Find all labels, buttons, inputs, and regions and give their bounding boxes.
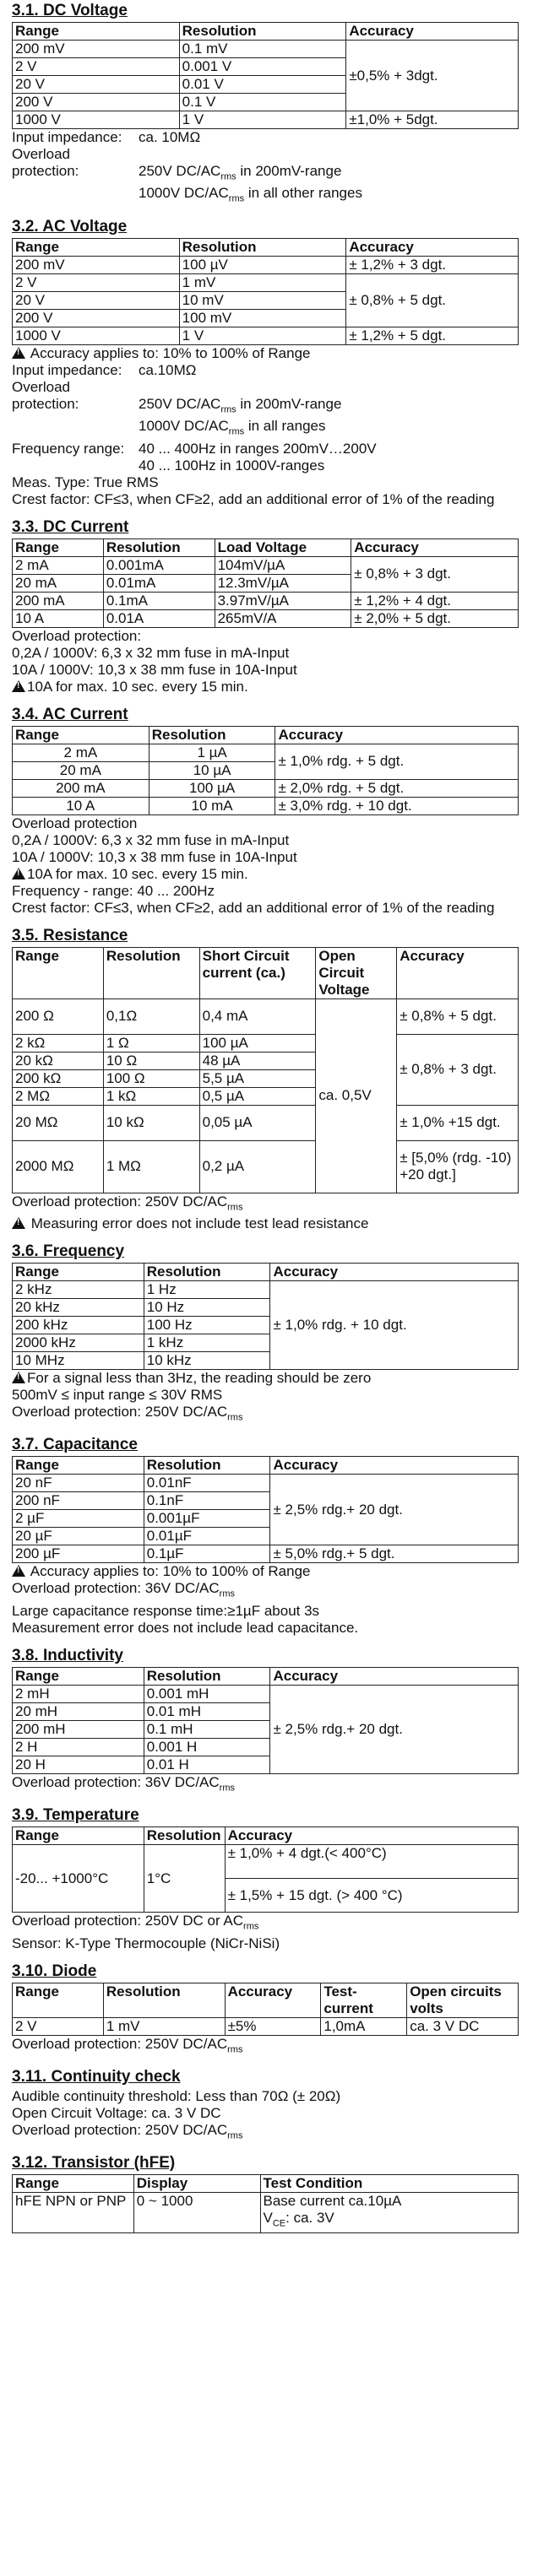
resolution-cell: 10 Ω [103, 1052, 199, 1069]
short-circuit-cell: 0,2 µA [199, 1140, 316, 1193]
accuracy-cell: ±5% [225, 2017, 321, 2035]
resolution-cell: 1 kΩ [103, 1087, 199, 1105]
accuracy-warning: ! Accuracy applies to: 10% to 100% of Range [12, 345, 519, 362]
resolution-cell: 0.01mA [103, 574, 215, 592]
low-signal-warning: !For a signal less than 3Hz, the reading should be zero [12, 1370, 519, 1387]
resolution-cell: 0.01A [103, 609, 215, 627]
test-condition-cell: Base current ca.10µA $V_{CE}$: ca. 3V [260, 2193, 519, 2232]
header-accuracy: Accuracy [346, 238, 519, 256]
section-title-capacitance: 3.7. Capacitance [12, 1436, 138, 1454]
range-cell: 200 mV [13, 256, 180, 273]
resolution-cell: 10 kΩ [103, 1105, 199, 1140]
resolution-cell: 1 mV [179, 273, 346, 291]
duty-warning: !10A for max. 10 sec. every 15 min. [12, 679, 519, 695]
range-cell: 2 µF [13, 1510, 144, 1528]
header-range: Range [13, 947, 104, 998]
dc-current-table [12, 538, 519, 628]
header-resolution: Resolution [179, 238, 346, 256]
header-accuracy: Accuracy [351, 538, 519, 556]
resolution-cell: 10 kHz [144, 1351, 270, 1369]
range-cell: 2000 MΩ [13, 1140, 104, 1193]
range-cell: 200 V [13, 309, 180, 327]
resolution-cell: 10 mV [179, 291, 346, 309]
resolution-cell: 0.01nF [144, 1475, 270, 1492]
accuracy-cell: ± 0,8% + 3 dgt. [397, 1034, 519, 1105]
header-resolution: Resolution [149, 726, 275, 744]
short-circuit-cell: 0,05 µA [199, 1105, 316, 1140]
overload-note: Overload protection: 36V $DC/AC_{rms}$ [12, 1580, 235, 1599]
fuse-note: 0,2A / 1000V: 6,3 x 32 mm fuse in mA-Input [12, 831, 290, 848]
short-circuit-cell: 0,5 µA [199, 1087, 316, 1105]
header-accuracy: Accuracy [397, 947, 519, 998]
range-cell: 20 H [13, 1756, 144, 1773]
accuracy-cell: ± 2,0% rdg. + 5 dgt. [275, 779, 519, 797]
header-range: Range [13, 238, 180, 256]
range-cell: 20 µF [13, 1528, 144, 1545]
header-open-circuit-voltage: Open Circuit Voltage [316, 947, 397, 998]
warning-icon [12, 347, 25, 359]
section-title-temperature: 3.9. Temperature [12, 1806, 139, 1825]
overload-note: Overload protection: 250V $DC/AC_{rms}$ in 200mV-range [12, 378, 342, 415]
resolution-cell: 0.01 H [144, 1756, 270, 1773]
header-resolution: Resolution [144, 1263, 270, 1280]
inductivity-table [12, 1667, 519, 1774]
range-cell: 2 V [13, 273, 180, 291]
load-voltage-cell: 104mV/µA [215, 556, 351, 574]
warning-icon [12, 1372, 25, 1383]
impedance-note: Input impedance: ca. 10MΩ [12, 129, 201, 145]
resolution-cell: 0.001 V [179, 58, 346, 76]
accuracy-cell: ± 2,0% + 5 dgt. [351, 609, 519, 627]
short-circuit-cell: 100 µA [199, 1034, 316, 1052]
range-cell: 200 µF [13, 1545, 144, 1563]
overload-note: Overload protection: 250V $DC/AC_{rms}$ [12, 1403, 243, 1423]
accuracy-cell: ± 0,8% + 5 dgt. [397, 998, 519, 1034]
range-cell: 20 mH [13, 1702, 144, 1720]
transistor-table [12, 2174, 519, 2232]
resolution-cell: 0.1 mH [144, 1720, 270, 1738]
resolution-cell: 0.1 mV [179, 41, 346, 58]
resolution-cell: 0.1nF [144, 1492, 270, 1510]
load-voltage-cell: 265mV/A [215, 609, 351, 627]
warning-icon [12, 680, 25, 692]
range-cell: 200 nF [13, 1492, 144, 1510]
header-display: Display [133, 2175, 260, 2193]
range-cell: 10 A [13, 797, 149, 814]
accuracy-cell: ± 1,2% + 4 dgt. [351, 592, 519, 609]
header-accuracy: Accuracy [225, 1983, 321, 2017]
resistance-table [12, 947, 519, 1193]
fuse-note: 10A / 1000V: 10,3 x 38 mm fuse in 10A-Input [12, 661, 297, 678]
open-circuit-volts-cell: ca. 3 V DC [407, 2017, 519, 2035]
capacitance-table [12, 1456, 519, 1563]
header-resolution: Resolution [103, 947, 199, 998]
spec-document [12, 2, 519, 2233]
warning-icon [12, 868, 25, 879]
resolution-cell: 1 Hz [144, 1280, 270, 1298]
range-cell: 2 V [13, 2017, 104, 2035]
range-cell: 20 V [13, 291, 180, 309]
resolution-cell: 0.001 H [144, 1738, 270, 1756]
section-title-frequency: 3.6. Frequency [12, 1242, 125, 1260]
range-cell: 2 H [13, 1738, 144, 1756]
crest-factor-note: Crest factor: CF≤3, when CF≥2, add an additional error of 1% of the reading [12, 490, 495, 507]
accuracy-cell: ± 2,5% rdg.+ 20 dgt. [270, 1685, 519, 1773]
range-cell: 2000 kHz [13, 1334, 144, 1351]
range-cell: 200 mA [13, 779, 149, 797]
header-range: Range [13, 1983, 104, 2017]
resolution-cell: 0.01µF [144, 1528, 270, 1545]
header-range: Range [13, 538, 104, 556]
accuracy-cell: ± 1,5% + 15 dgt. (> 400 °C) [225, 1879, 518, 1913]
short-circuit-cell: 48 µA [199, 1052, 316, 1069]
accuracy-cell: ±0,5% + 3dgt. [346, 41, 519, 111]
meas-type-note: Meas. Type: True RMS [12, 474, 159, 490]
overload-note: Overload protection: 250V $DC/AC_{rms}$ [12, 2035, 243, 2054]
range-cell: 1000 V [13, 111, 180, 129]
resolution-cell: 0.01 mH [144, 1702, 270, 1720]
overload-note: Overload protection: 36V $DC/AC_{rms}$ [12, 1773, 235, 1794]
range-cell: 200 mV [13, 41, 180, 58]
header-resolution: Resolution [103, 1983, 225, 2017]
resolution-cell: 10 Hz [144, 1298, 270, 1316]
input-range-note: 500mV ≤ input range ≤ 30V RMS [12, 1386, 223, 1403]
resolution-cell: 1 µA [149, 744, 275, 761]
accuracy-cell: ± 1,2% + 5 dgt. [346, 327, 519, 344]
range-cell: 200 kΩ [13, 1069, 104, 1087]
resolution-cell: 1 MΩ [103, 1140, 199, 1193]
short-circuit-cell: 5,5 µA [199, 1069, 316, 1087]
section-title-resistance: 3.5. Resistance [12, 926, 128, 944]
accuracy-warning: ! Accuracy applies to: 10% to 100% of Range [12, 1563, 519, 1580]
resolution-cell: 100 Ω [103, 1069, 199, 1087]
crest-factor-note: Crest factor: CF≤3, when CF≥2, add an additional error of 1% of the reading [12, 899, 495, 916]
response-time-note: Large capacitance response time:≥1µF about 3s [12, 1602, 320, 1619]
resolution-cell: 0.1mA [103, 592, 215, 609]
lead-resistance-warning: ! Measuring error does not include test lead resistance [12, 1215, 519, 1232]
accuracy-cell: ± 1,2% + 3 dgt. [346, 256, 519, 273]
header-accuracy: Accuracy [270, 1457, 519, 1475]
temperature-table [12, 1826, 519, 1913]
fuse-note: 10A / 1000V: 10,3 x 38 mm fuse in 10A-Input [12, 848, 297, 865]
frequency-note: Frequency range: 40 ... 400Hz in ranges 200mV…200V [12, 440, 377, 457]
accuracy-cell: ± 1,0% +15 dgt. [397, 1105, 519, 1140]
header-resolution: Resolution [144, 1457, 270, 1475]
section-title-transistor: 3.12. Transistor (hFE) [12, 2154, 176, 2173]
display-cell: 0 ~ 1000 [133, 2193, 260, 2232]
header-range: Range [13, 726, 149, 744]
ac-current-table [12, 726, 519, 815]
accuracy-cell: ±1,0% + 5dgt. [346, 111, 519, 129]
header-range: Range [13, 1667, 144, 1685]
range-cell: 1000 V [13, 327, 180, 344]
resolution-cell: 100 µA [149, 779, 275, 797]
overload-note-2: 1000V $DC/AC_{rms}$ in all other ranges [139, 185, 362, 204]
frequency-table [12, 1263, 519, 1370]
accuracy-cell: ± 1,0% rdg. + 5 dgt. [275, 744, 519, 779]
header-range: Range [13, 2175, 134, 2193]
test-current-cell: 1,0mA [321, 2017, 407, 2035]
accuracy-cell: ± 3,0% rdg. + 10 dgt. [275, 797, 519, 814]
resolution-cell: 100 Hz [144, 1316, 270, 1334]
header-resolution: Resolution [179, 23, 346, 41]
range-cell: 2 kHz [13, 1280, 144, 1298]
frequency-note: Frequency - range: 40 ... 200Hz [12, 882, 215, 899]
range-cell: 2 mA [13, 744, 149, 761]
range-cell: hFE NPN or PNP [13, 2193, 134, 2232]
overload-note: Overload protection: 250V $DC/AC_{rms}$ in 200mV-range [12, 146, 342, 182]
resolution-cell: 0.001µF [144, 1510, 270, 1528]
frequency-note-2: 40 ... 100Hz in 1000V-ranges [139, 457, 325, 474]
header-range: Range [13, 1827, 144, 1845]
header-resolution: Resolution [144, 1667, 270, 1685]
resolution-cell: 1 Ω [103, 1034, 199, 1052]
range-cell: 200 mH [13, 1720, 144, 1738]
section-title-continuity: 3.11. Continuity check [12, 2067, 181, 2086]
range-cell: 200 Ω [13, 998, 104, 1034]
resolution-cell: 0.1µF [144, 1545, 270, 1563]
range-cell: 20 nF [13, 1475, 144, 1492]
ac-voltage-table [12, 238, 519, 345]
range-cell: 2 mA [13, 556, 104, 574]
overload-note: Overload protection: 250V $DC/AC_{rms}$ [12, 2121, 243, 2141]
header-open-circuit-volts: Open circuits volts [407, 1983, 519, 2017]
diode-table [12, 1983, 519, 2036]
header-range: Range [13, 1457, 144, 1475]
header-accuracy: Accuracy [270, 1263, 519, 1280]
range-cell: 20 V [13, 76, 180, 94]
section-title-ac-current: 3.4. AC Current [12, 705, 128, 723]
sensor-note: Sensor: K-Type Thermocouple (NiCr-NiSi) [12, 1935, 280, 1951]
warning-icon [12, 1217, 25, 1229]
header-range: Range [13, 1263, 144, 1280]
lead-capacitance-note: Measurement error does not include lead capacitance. [12, 1619, 359, 1636]
load-voltage-cell: 3.97mV/µA [215, 592, 351, 609]
load-voltage-cell: 12.3mV/µA [215, 574, 351, 592]
resolution-cell: 1 V [179, 111, 346, 129]
section-title-diode: 3.10. Diode [12, 1962, 97, 1980]
range-cell: 200 kHz [13, 1316, 144, 1334]
accuracy-cell: ± [5,0% (rdg. -10) +20 dgt.] [397, 1140, 519, 1193]
resolution-cell: 0.001mA [103, 556, 215, 574]
accuracy-cell: ± 0,8% + 3 dgt. [351, 556, 519, 592]
warning-icon [12, 1565, 25, 1577]
continuity-threshold-note: Audible continuity threshold: Less than 70Ω (± 20Ω) [12, 2087, 341, 2104]
header-accuracy: Accuracy [275, 726, 519, 744]
section-title-ac-voltage: 3.2. AC Voltage [12, 217, 128, 235]
resolution-cell: 100 mV [179, 309, 346, 327]
overload-note: Overload protection: 250V $DC/AC_{rms}$ [12, 1193, 243, 1212]
overload-note-2: 1000V $DC/AC_{rms}$ in all ranges [139, 418, 326, 437]
header-test-current: Test-current [321, 1983, 407, 2017]
dc-voltage-table [12, 22, 519, 129]
resolution-cell: 1°C [144, 1845, 225, 1913]
range-cell: -20... +1000°C [13, 1845, 144, 1913]
accuracy-cell: ± 1,0% rdg. + 10 dgt. [270, 1280, 519, 1369]
resolution-cell: 0.001 mH [144, 1685, 270, 1702]
range-cell: 20 mA [13, 761, 149, 779]
header-accuracy: Accuracy [346, 23, 519, 41]
header-resolution: Resolution [103, 538, 215, 556]
resolution-cell: 1 mV [103, 2017, 225, 2035]
header-accuracy: Accuracy [225, 1827, 518, 1845]
range-cell: 10 A [13, 609, 104, 627]
range-cell: 2 mH [13, 1685, 144, 1702]
header-test-condition: Test Condition [260, 2175, 519, 2193]
section-title-inductivity: 3.8. Inductivity [12, 1646, 123, 1664]
resolution-cell: 0.01 V [179, 76, 346, 94]
accuracy-cell: ± 1,0% + 4 dgt.(< 400°C) [225, 1845, 518, 1879]
header-resolution: Resolution [144, 1827, 225, 1845]
short-circuit-cell: 0,4 mA [199, 998, 316, 1034]
resolution-cell: 0,1Ω [103, 998, 199, 1034]
resolution-cell: 1 V [179, 327, 346, 344]
duty-warning: !10A for max. 10 sec. every 15 min. [12, 866, 519, 883]
range-cell: 20 mA [13, 574, 104, 592]
fuse-note: 0,2A / 1000V: 6,3 x 32 mm fuse in mA-Input [12, 644, 290, 661]
open-circuit-voltage-note: Open Circuit Voltage: ca. 3 V DC [12, 2104, 221, 2121]
range-cell: 200 mA [13, 592, 104, 609]
range-cell: 10 MHz [13, 1351, 144, 1369]
open-circuit-voltage-cell: ca. 0,5V [316, 998, 397, 1193]
range-cell: 200 V [13, 94, 180, 111]
header-range: Range [13, 23, 180, 41]
range-cell: 2 MΩ [13, 1087, 104, 1105]
resolution-cell: 0.1 V [179, 94, 346, 111]
range-cell: 2 kΩ [13, 1034, 104, 1052]
accuracy-cell: ± 2,5% rdg.+ 20 dgt. [270, 1475, 519, 1545]
header-load-voltage: Load Voltage [215, 538, 351, 556]
overload-note: Overload protection [12, 814, 138, 831]
header-short-circuit-current: Short Circuit current (ca.) [199, 947, 316, 998]
accuracy-cell: ± 5,0% rdg.+ 5 dgt. [270, 1545, 519, 1563]
impedance-note: Input impedance: ca.10MΩ [12, 361, 197, 378]
section-title-dc-current: 3.3. DC Current [12, 517, 129, 536]
section-title-dc-voltage: 3.1. DC Voltage [12, 2, 128, 19]
range-cell: 2 V [13, 58, 180, 76]
overload-note: Overload protection: 250V DC or $AC_{rms}$ [12, 1913, 259, 1932]
resolution-cell: 1 kHz [144, 1334, 270, 1351]
overload-note: Overload protection: [12, 627, 142, 644]
resolution-cell: 100 µV [179, 256, 346, 273]
header-accuracy: Accuracy [270, 1667, 519, 1685]
range-cell: 20 kΩ [13, 1052, 104, 1069]
resolution-cell: 10 µA [149, 761, 275, 779]
resolution-cell: 10 mA [149, 797, 275, 814]
range-cell: 20 kHz [13, 1298, 144, 1316]
accuracy-cell: ± 0,8% + 5 dgt. [346, 273, 519, 327]
range-cell: 20 MΩ [13, 1105, 104, 1140]
